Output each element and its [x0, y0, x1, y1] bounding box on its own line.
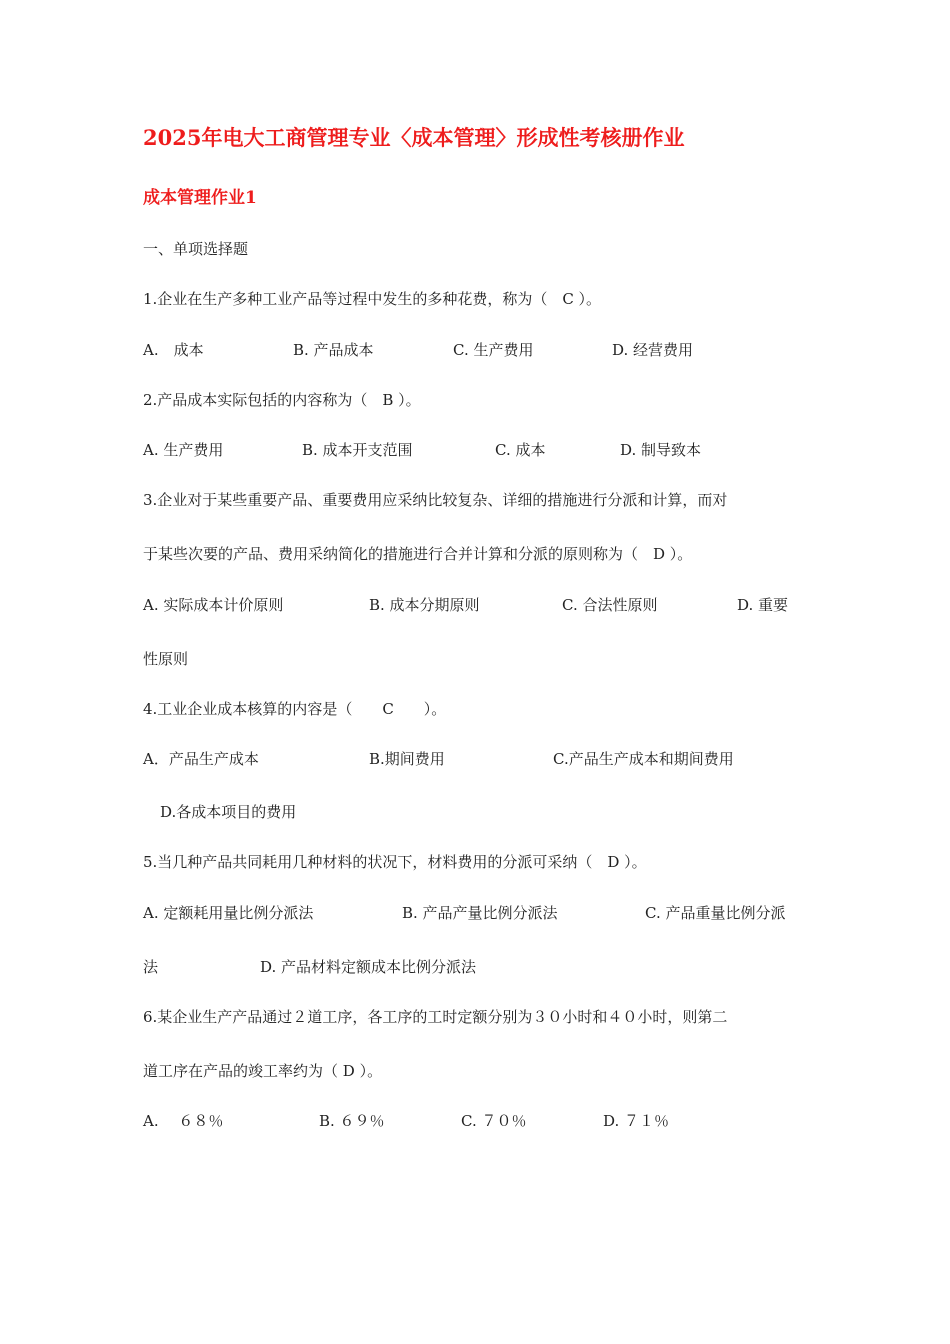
question-1-option-c: C. 生产费用: [453, 341, 534, 359]
assignment-subtitle: 成本管理作业1: [143, 188, 257, 208]
question-6-option-a: A. ６８％: [143, 1112, 224, 1130]
question-4-option-c: C.产品生产成本和期间费用: [553, 750, 734, 768]
question-5-option-c-continued: 法: [143, 958, 159, 976]
question-4-option-b: B.期间费用: [369, 750, 445, 768]
question-3-text-line2: 于某些次要的产品、费用采纳简化的措施进行合并计算和分派的原则称为（ D ）。: [143, 545, 693, 563]
question-4-text: 4.工业企业成本核算的内容是（ C ）。: [143, 700, 447, 718]
question-2-option-a: A. 生产费用: [143, 441, 224, 459]
question-6-option-c: C. ７０％: [461, 1112, 527, 1130]
question-3-text-line1: 3.企业对于某些重要产品、重要费用应采纳比较复杂、详细的措施进行分派和计算，而对: [143, 491, 728, 509]
question-3-option-a: A. 实际成本计价原则: [143, 596, 284, 614]
question-1-option-b: B. 产品成本: [293, 341, 374, 359]
question-6-option-d: D. ７１％: [603, 1112, 670, 1130]
question-5-option-b: B. 产品产量比例分派法: [402, 904, 558, 922]
question-5-option-a: A. 定额耗用量比例分派法: [143, 904, 314, 922]
question-4-option-d: D.各成本项目的费用: [160, 803, 297, 821]
question-2-option-b: B. 成本开支范围: [302, 441, 413, 459]
question-3-option-c: C. 合法性原则: [562, 596, 658, 614]
question-1-text: 1.企业在生产多种工业产品等过程中发生的多种花费，称为（ C ）。: [143, 290, 602, 308]
question-6-text-line2: 道工序在产品的竣工率约为（ D ）。: [143, 1062, 383, 1080]
question-1-option-a: A. 成本: [143, 341, 204, 359]
question-3-option-d: D. 重要: [737, 596, 789, 614]
section-heading: 一、单项选择题: [143, 240, 249, 258]
question-2-option-c: C. 成本: [495, 441, 546, 459]
document-title: 2025年电大工商管理专业〈成本管理〉形成性考核册作业: [143, 125, 685, 150]
question-3-option-d-continued: 性原则: [143, 650, 189, 668]
question-6-text-line1: 6.某企业生产产品通过２道工序，各工序的工时定额分别为３０小时和４０小时，则第二: [143, 1008, 728, 1026]
question-6-option-b: B. ６９％: [319, 1112, 385, 1130]
question-2-text: 2.产品成本实际包括的内容称为（ B ）。: [143, 391, 421, 409]
question-5-text: 5.当几种产品共同耗用几种材料的状况下，材料费用的分派可采纳（ D ）。: [143, 853, 647, 871]
question-1-option-d: D. 经营费用: [612, 341, 694, 359]
question-2-option-d: D. 制导致本: [620, 441, 702, 459]
question-3-option-b: B. 成本分期原则: [369, 596, 480, 614]
question-4-option-a: A．产品生产成本: [143, 750, 259, 768]
question-5-option-d: D. 产品材料定额成本比例分派法: [260, 958, 477, 976]
question-5-option-c: C. 产品重量比例分派: [645, 904, 786, 922]
